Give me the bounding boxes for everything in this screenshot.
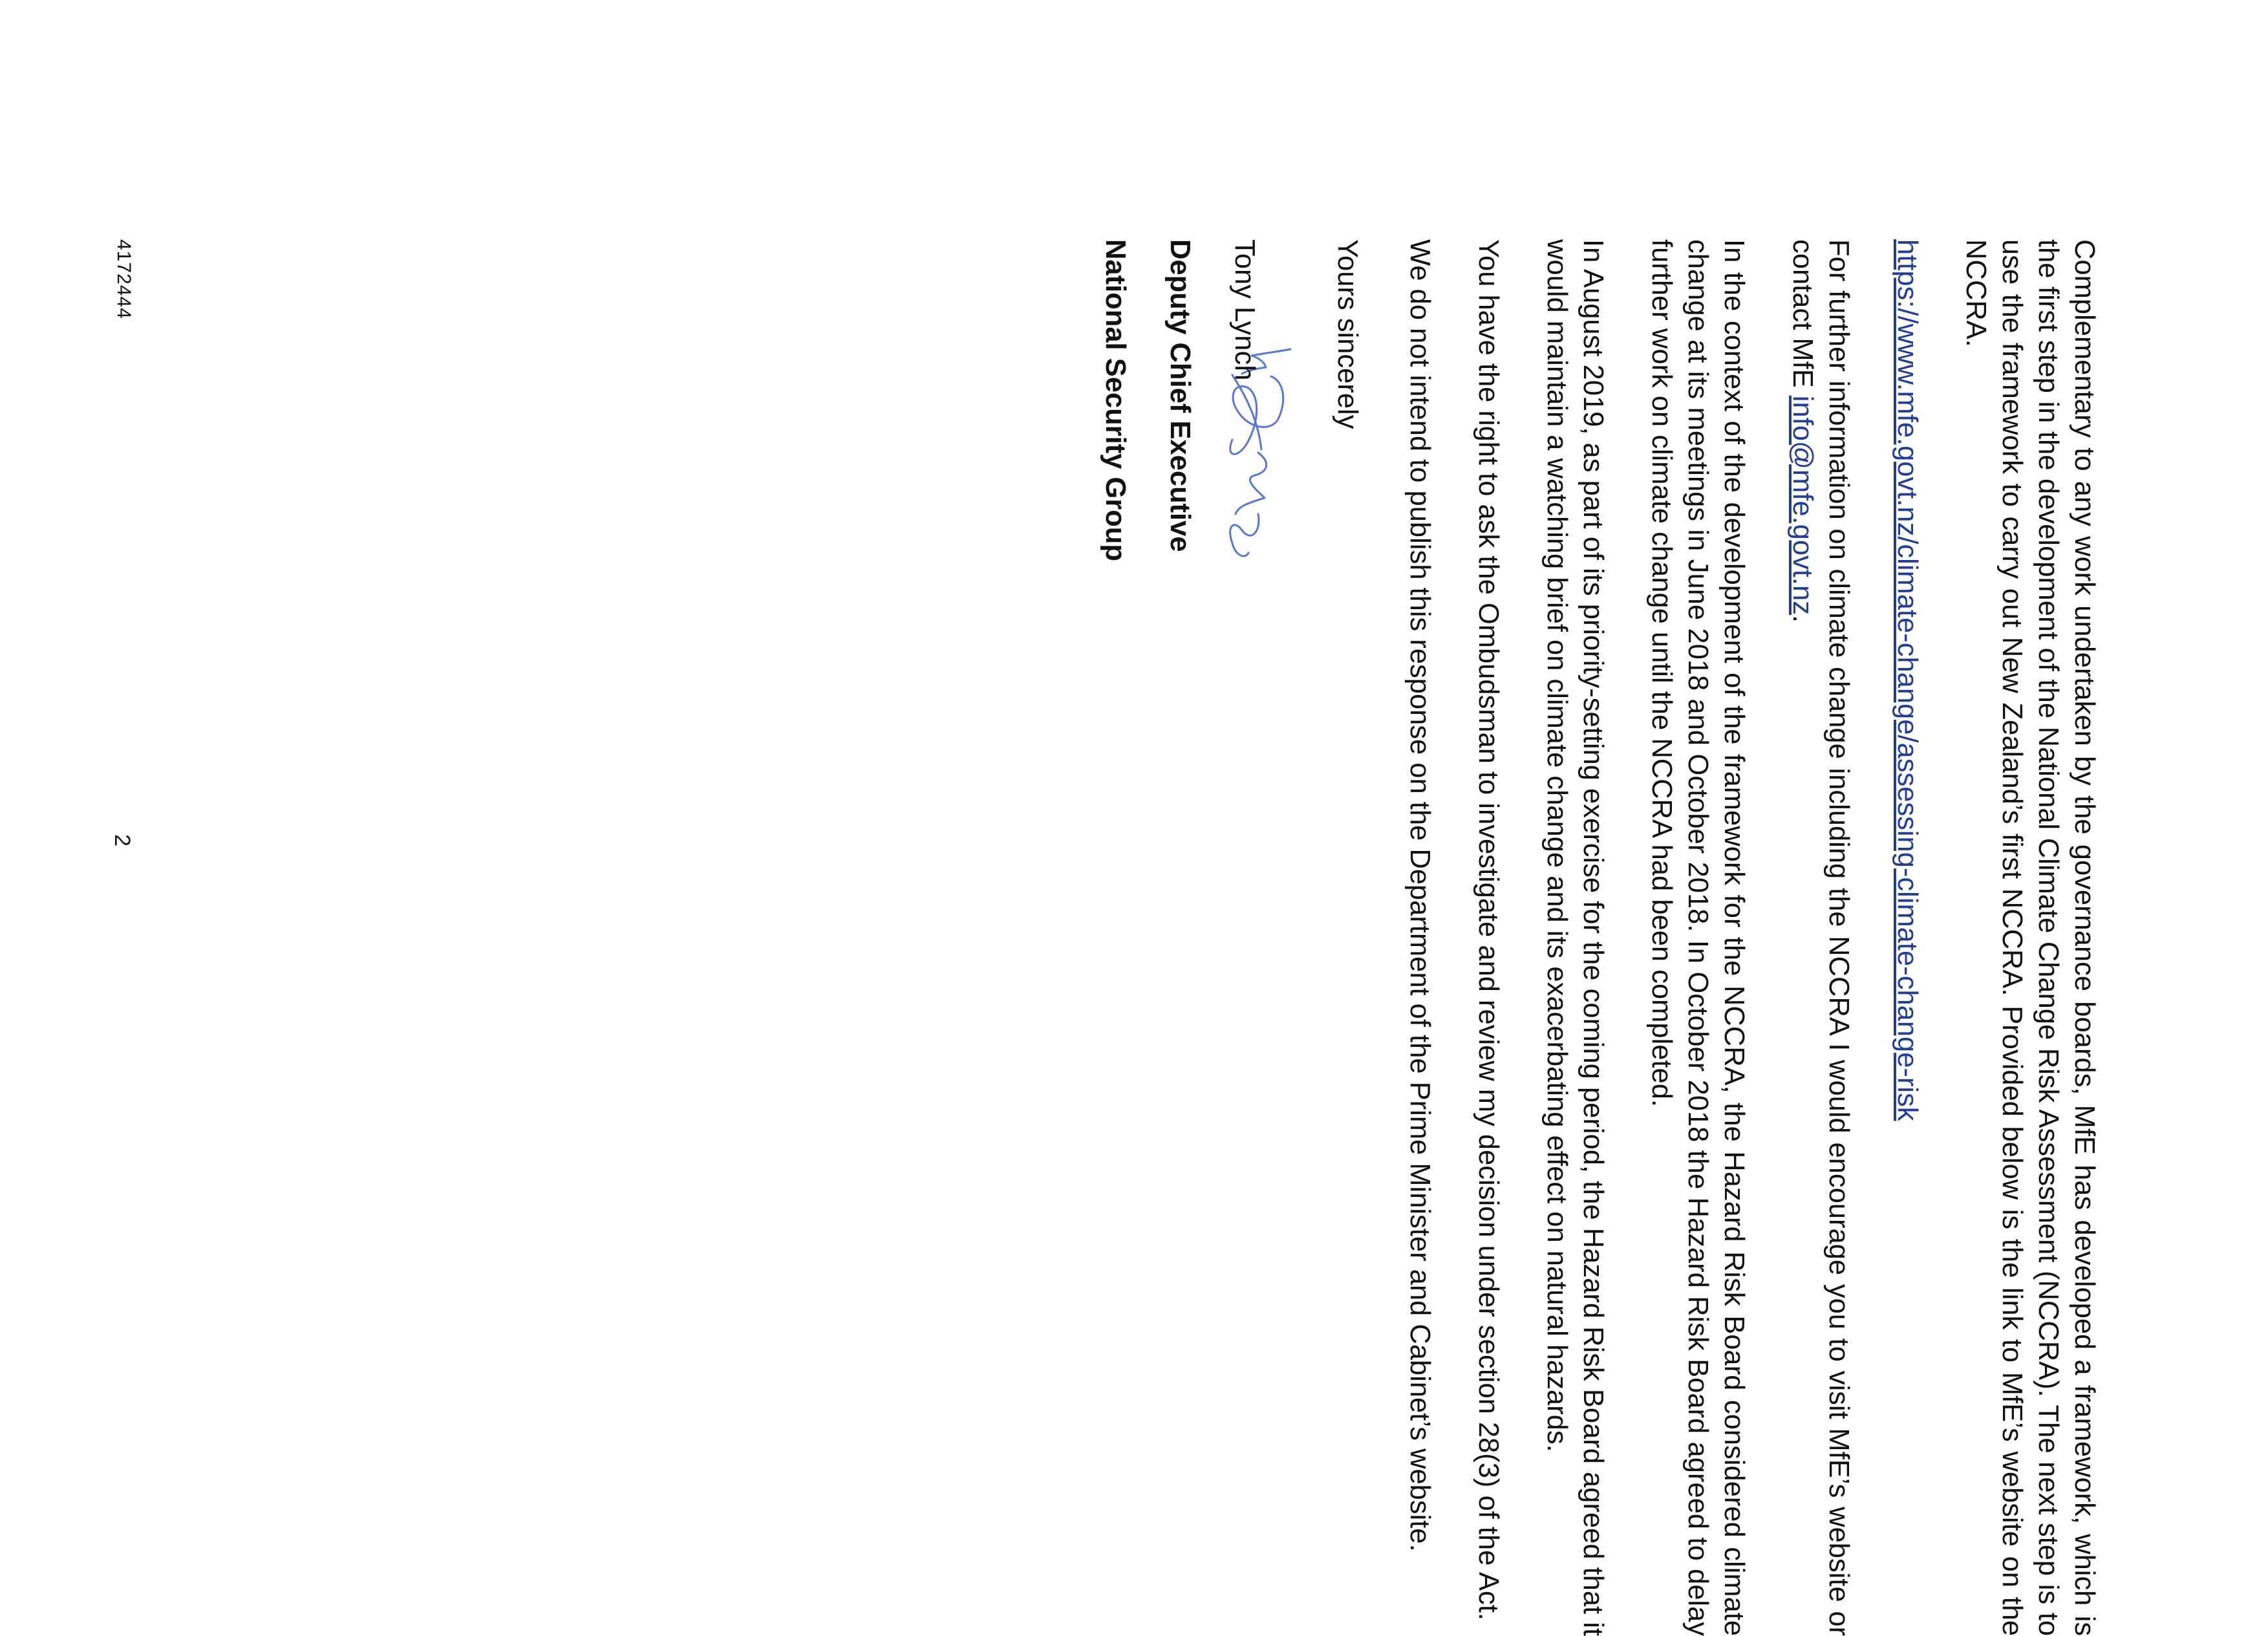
signatory-group: National Security Group xyxy=(1100,239,1131,561)
paragraph-hazard-risk-board-2018: In the context of the development of the framework for the NCCRA, the Hazard Risk Board considered climate change at its meetings in June 2018 and October 2018. In October 2018 the Hazard Risk Board agreed to delay further work on climate change until the NCCRA had been completed. xyxy=(1646,239,1749,1636)
document-reference-number: 4172444 xyxy=(113,239,134,319)
closing-salutation: Yours sincerely xyxy=(1332,239,1363,429)
further-info-end: . xyxy=(1787,614,1818,623)
letter-body xyxy=(1067,239,2102,1636)
mfe-climate-risk-link[interactable]: https://www.mfe.govt.nz/climate-change/assessing-climate-change-risk xyxy=(1892,239,1923,1121)
paragraph-hazard-risk-board-2019: In August 2019, as part of its priority-setting exercise for the coming period, the Hazard Risk Board agreed that it would maintain a watching brief on climate change and its exacerbating effect on natural hazards. xyxy=(1541,239,1609,1636)
further-info-text: For further information on climate change including the NCCRA I would encourage you to visit MfE’s website or contact MfE xyxy=(1787,239,1854,1636)
signatory-title: Deputy Chief Executive xyxy=(1164,239,1195,552)
paragraph-publication: We do not intend to publish this response on the Department of the Prime Minister and Cabinet’s website. xyxy=(1404,239,1435,1552)
paragraph-ombudsman-right: You have the right to ask the Ombudsman to investigate and review my decision under section 28(3) of the Act. xyxy=(1473,239,1504,1620)
paragraph-nccra-framework: Complementary to any work undertaken by the governance boards, MfE has developed a framework, which is the first step in the development of the National Climate Change Risk Assessment (NCCRA). The next step is to use the framework to carry out New Zealand’s first NCCRA. Provided below is the link to MfE’s website on the NCCRA. xyxy=(1960,239,2100,1636)
link-paragraph xyxy=(1889,239,1925,1636)
page-number: 2 xyxy=(110,834,134,846)
signatory-name: Tony Lynch xyxy=(1229,239,1260,381)
mfe-email-link[interactable]: info@mfe.govt.nz xyxy=(1787,395,1818,615)
paragraph-further-info xyxy=(1784,239,1857,1636)
